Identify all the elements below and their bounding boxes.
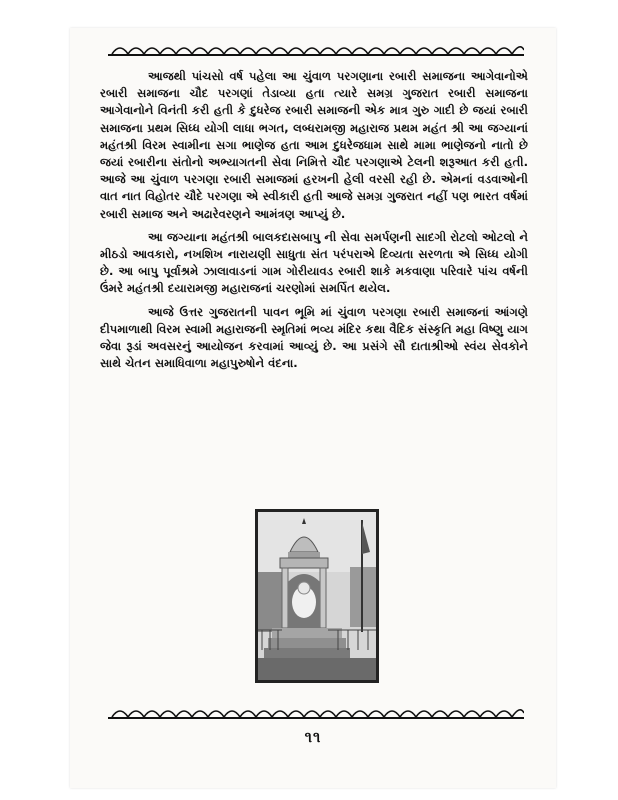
ornamental-border-bottom [108,704,524,720]
paragraph-3: આજે ઉત્તર ગુજરાતની પાવન ભૂમિ માં ચુંવાળ પરગણા રબારી સમાજનાં આંગણે દીપમાળાથી વિરમ સ્વામી મહારાજની સ્મૃતિમાં ભવ્ય મંદિર કથા વૈદિક સંસ્કૃતિ મહા વિષ્ણુ યાગ જેવા રૂડાં અવસરનું આયોજન કરવામાં આવ્યું છે. આ પ્રસંગે સૌ દાતાશ્રીઓ સ્વંય સેવકોને સાથે ચેતન સમાધિવાળા મહાપુરુષોને વંદના. [100,304,528,371]
paragraph-1: આજથી પાંચસો વર્ષ પહેલા આ ચુંવાળ પરગણાના રબારી સમાજના આગેવાનોએ રબારી સમાજના ચૌદ પરગણાં તેડાવ્યા હતા ત્યારે સમગ્ર ગુજરાત રબારી સમાજના આગેવાનોને વિનંતી કરી હતી કે દુધરેજ રબારી સમાજની એક માત્ર ગુરુ ગાદી છે જયાં રબારી સમાજના પ્રથમ સિધ્ધ યોગી લાધા ભગત, લબ્ધરામજી મહારાજ પ્રથમ મહંત શ્રી આ જગ્યાનાં મહંતશ્રી વિરમ સ્વામીના સગા ભાણેજ હતા આમ દુધરેજધામ સાથે મામા ભાણેજનો નાતો છે જયાં રબારીના સંતોનો અભ્યાગતની સેવા નિમિત્તે ચૌદ પરગણાએ ટેલની શરૂઆત કરી હતી. આજે આ ચુંવાળ પરગણા રબારી સમાજમાં હરખની હેલી વરસી રહી છે. એમનાં વડવાઓની વાત નાત વિહોતર ચૌદે પરગણા એ સ્વીકારી હતી આજે સમગ્ર ગુજરાત નહીં પણ ભારત વર્ષમાં રબારી સમાજ અને અઢારેવરણને આમંત્રણ આપ્યું છે. [100,69,528,221]
body-text [100,68,528,378]
page-number: ૧૧ [304,728,322,746]
paragraph-2: આ જગ્યાના મહંતશ્રી બાલકદાસબાપુ ની સેવા સમર્પણની સાદગી રોટલો ઓટલો ને મીઠડો આવકારો, નખશિખ નારાયણી સાધુતા સંત પરંપરાએ દિવ્યતા સરળતા એ સિધ્ધ યોગી છે. આ બાપુ પૂર્વાશ્રમે ઝાલાવાડનાં ગામ ગોરીયાવડ રબારી શાકે મકવાણા પરિવારે પાંચ વર્ષની ઉંમરે મહંતશ્રી દયારામજી મહારાજનાં ચરણોમાં સમર્પિત થયેલ. [100,229,528,296]
ornamental-border-top [108,42,524,58]
book-page [70,28,556,788]
temple-photo [255,509,379,683]
